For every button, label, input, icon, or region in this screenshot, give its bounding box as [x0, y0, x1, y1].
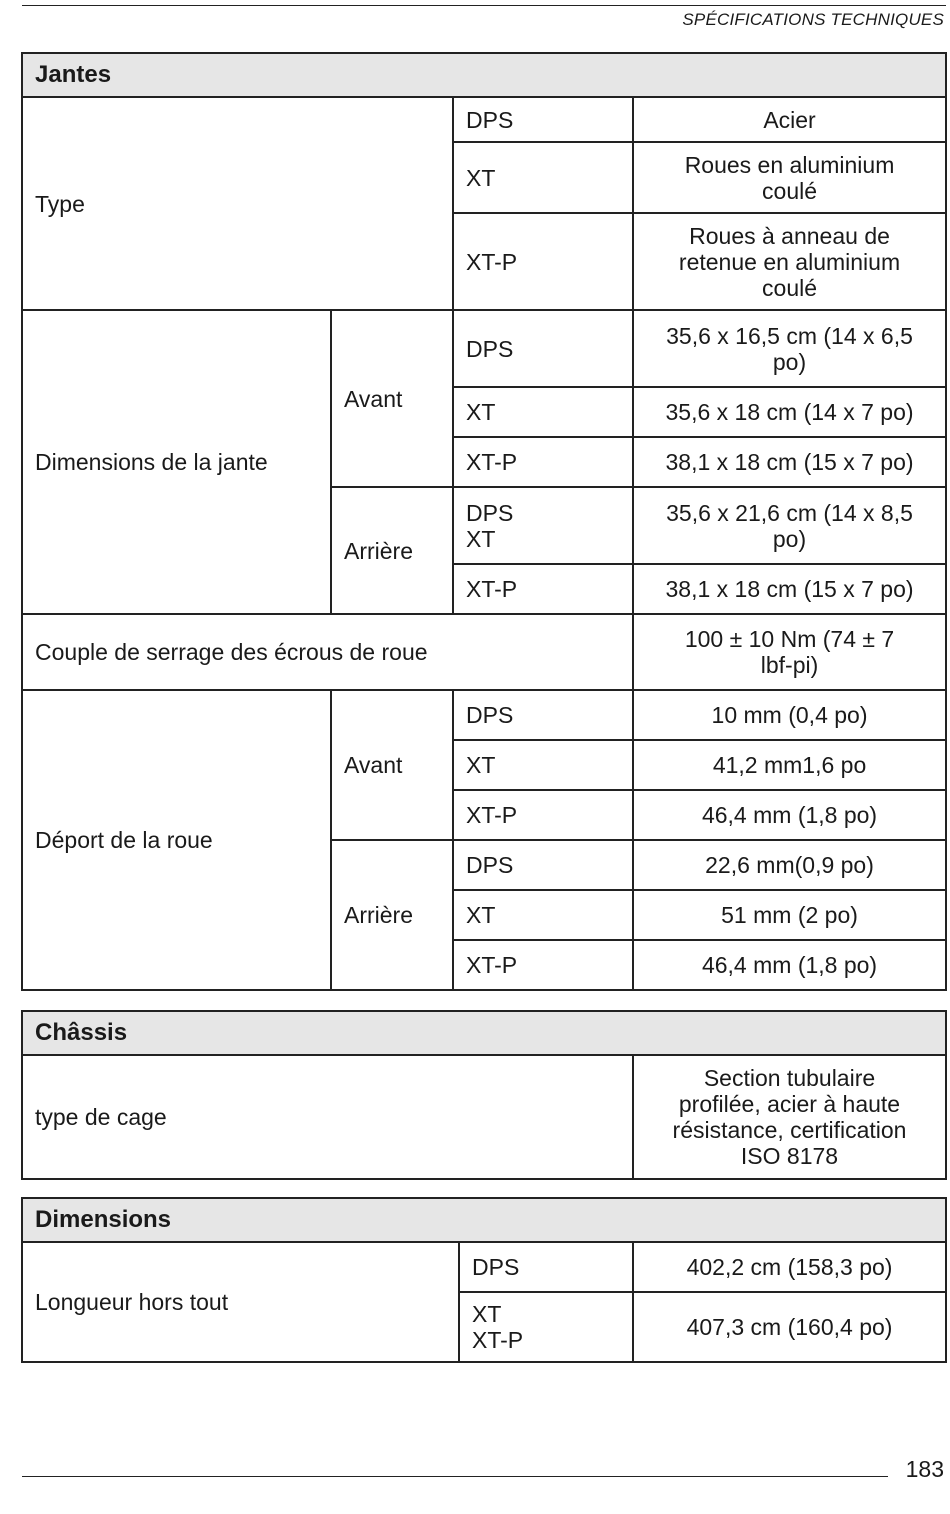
model-cell: XT XT-P — [459, 1292, 633, 1362]
value-cell: 38,1 x 18 cm (15 x 7 po) — [633, 564, 946, 614]
value-cell: 41,2 mm1,6 po — [633, 740, 946, 790]
footer-rule — [22, 1476, 888, 1477]
model-cell: XT-P — [453, 213, 633, 310]
model-cell: DPS — [453, 840, 633, 890]
value-cell: 100 ± 10 Nm (74 ± 7 lbf-pi) — [633, 614, 946, 690]
row-label-deport-roue: Déport de la roue — [22, 690, 331, 990]
section-title-chassis: Châssis — [22, 1011, 946, 1055]
model-cell: XT-P — [453, 437, 633, 487]
row-label-type: Type — [22, 97, 453, 310]
value-cell: 46,4 mm (1,8 po) — [633, 940, 946, 990]
model-cell: XT — [453, 890, 633, 940]
model-cell: XT-P — [453, 564, 633, 614]
position-arriere: Arrière — [331, 840, 453, 990]
model-cell: XT — [453, 740, 633, 790]
value-cell: Acier — [633, 97, 946, 142]
value-cell: Roues en aluminium coulé — [633, 142, 946, 213]
value-cell: 46,4 mm (1,8 po) — [633, 790, 946, 840]
chassis-table — [21, 1010, 947, 1180]
row-label-dimensions-jante: Dimensions de la jante — [22, 310, 331, 614]
dimensions-table — [21, 1197, 947, 1363]
model-cell: DPS XT — [453, 487, 633, 564]
position-avant: Avant — [331, 690, 453, 840]
value-cell: Roues à anneau de retenue en aluminium coulé — [633, 213, 946, 310]
row-label-couple-serrage: Couple de serrage des écrous de roue — [22, 614, 633, 690]
jantes-table — [21, 52, 947, 991]
model-cell: DPS — [459, 1242, 633, 1292]
page-number: 183 — [905, 1456, 944, 1482]
position-avant: Avant — [331, 310, 453, 487]
model-cell: DPS — [453, 97, 633, 142]
model-cell: XT-P — [453, 790, 633, 840]
value-cell: 51 mm (2 po) — [633, 890, 946, 940]
value-cell: 407,3 cm (160,4 po) — [633, 1292, 946, 1362]
model-cell: DPS — [453, 690, 633, 740]
value-cell: 35,6 x 21,6 cm (14 x 8,5 po) — [633, 487, 946, 564]
value-cell: Section tubulaire profilée, acier à haute résistance, certification ISO 8178 — [633, 1055, 946, 1179]
model-cell: DPS — [453, 310, 633, 387]
row-label-type-cage: type de cage — [22, 1055, 633, 1179]
model-cell: XT — [453, 387, 633, 437]
row-label-longueur: Longueur hors tout — [22, 1242, 459, 1362]
model-cell: XT-P — [453, 940, 633, 990]
value-cell: 22,6 mm(0,9 po) — [633, 840, 946, 890]
value-cell: 38,1 x 18 cm (15 x 7 po) — [633, 437, 946, 487]
value-cell: 35,6 x 16,5 cm (14 x 6,5 po) — [633, 310, 946, 387]
value-cell: 10 mm (0,4 po) — [633, 690, 946, 740]
running-header: SPÉCIFICATIONS TECHNIQUES — [682, 10, 944, 29]
value-cell: 35,6 x 18 cm (14 x 7 po) — [633, 387, 946, 437]
position-arriere: Arrière — [331, 487, 453, 614]
model-cell: XT — [453, 142, 633, 213]
value-cell: 402,2 cm (158,3 po) — [633, 1242, 946, 1292]
section-title-dimensions: Dimensions — [22, 1198, 946, 1242]
top-rule — [22, 5, 946, 6]
section-title-jantes: Jantes — [22, 53, 946, 97]
